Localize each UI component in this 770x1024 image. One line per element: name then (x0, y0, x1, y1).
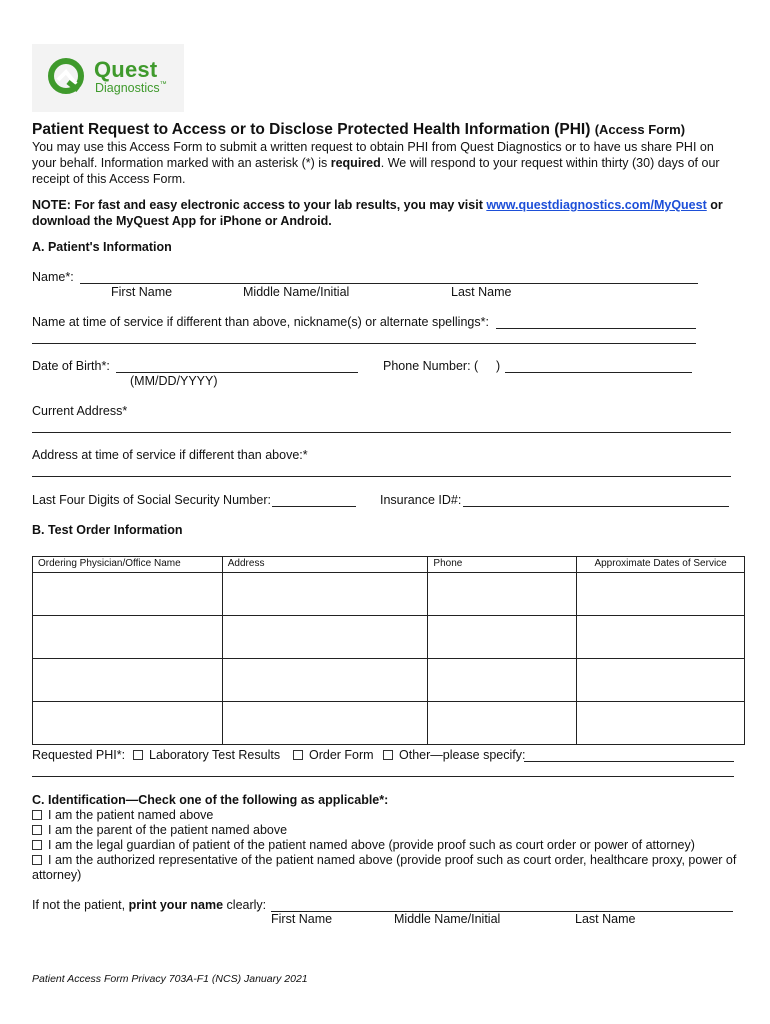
other-specify-field[interactable] (524, 761, 734, 762)
id-option-parent[interactable]: I am the parent of the patient named above (32, 823, 287, 837)
print-middle-label: Middle Name/Initial (394, 912, 501, 926)
checkbox-icon[interactable] (32, 840, 42, 850)
table-row (33, 659, 745, 702)
table-cell[interactable] (33, 659, 223, 702)
checkbox-icon[interactable] (32, 855, 42, 865)
other-specify-field-line2[interactable] (32, 776, 734, 777)
dob-format-label: (MM/DD/YYYY) (130, 374, 218, 388)
dob-field[interactable] (116, 372, 358, 373)
dob-label: Date of Birth*: (32, 359, 110, 373)
col-dates-header: Approximate Dates of Service (577, 557, 745, 573)
phone-field[interactable] (505, 372, 692, 373)
logo-subtitle: Diagnostics™ (95, 81, 167, 95)
quest-logo (32, 44, 184, 112)
phone-label: Phone Number: ( (383, 359, 479, 373)
name-first-label: First Name (111, 285, 173, 299)
print-name-field[interactable] (271, 911, 733, 912)
checkbox-icon[interactable] (32, 825, 42, 835)
alt-name-field-line2[interactable] (32, 343, 696, 344)
section-a-heading: A. Patient's Information (32, 240, 172, 254)
table-header-row (33, 557, 745, 573)
alt-name-label: Name at time of service if different than above, nickname(s) or alternate spellings*: (32, 315, 489, 329)
table-cell[interactable] (222, 616, 428, 659)
phone-paren: ) (496, 359, 501, 373)
table-cell[interactable] (577, 659, 745, 702)
form-footer: Patient Access Form Privacy 703A-F1 (NCS) January 2021 (32, 973, 308, 985)
alt-address-field[interactable] (32, 476, 731, 477)
note-paragraph: NOTE: For fast and easy electronic access to your lab results, you may visit www.questdiagnostics.com/MyQuest or download the MyQuest App for iPhone or Android. (32, 198, 723, 228)
checkbox-icon[interactable] (133, 750, 143, 760)
name-field[interactable] (80, 283, 698, 284)
requested-phi-label: Requested PHI*: (32, 748, 126, 762)
name-label: Name*: (32, 270, 74, 284)
section-b-heading: B. Test Order Information (32, 523, 183, 537)
id-option-guardian[interactable]: I am the legal guardian of patient of the patient named above (provide proof such as court order or power of attorney) (32, 838, 695, 852)
table-cell[interactable] (33, 702, 223, 745)
table-cell[interactable] (428, 573, 577, 616)
address-label: Current Address* (32, 404, 128, 418)
col-physician-header: Ordering Physician/Office Name (33, 557, 223, 573)
insurance-field[interactable] (463, 506, 729, 507)
print-last-label: Last Name (575, 912, 636, 926)
table-cell[interactable] (577, 702, 745, 745)
logo-wordmark: Quest (94, 57, 158, 82)
address-field[interactable] (32, 432, 731, 433)
section-c-heading: C. Identification—Check one of the following as applicable*: (32, 793, 389, 807)
table-row (33, 573, 745, 616)
col-phone-header: Phone (428, 557, 577, 573)
alt-address-label: Address at time of service if different than above:* (32, 448, 308, 462)
myquest-link[interactable]: www.questdiagnostics.com/MyQuest (486, 198, 707, 212)
id-option-representative[interactable]: I am the authorized representative of the patient named above (provide proof such as court order, healthcare proxy, power of attorney) (32, 853, 737, 882)
option-other[interactable]: Other—please specify: (383, 748, 525, 762)
name-last-label: Last Name (451, 285, 512, 299)
table-cell[interactable] (33, 616, 223, 659)
insurance-label: Insurance ID#: (380, 493, 462, 507)
option-order-form[interactable]: Order Form (293, 748, 374, 762)
page-title: Patient Request to Access or to Disclose Protected Health Information (PHI) (Access Form) (32, 121, 686, 138)
id-option-patient[interactable]: I am the patient named above (32, 808, 213, 822)
quest-logo-mark-icon (48, 58, 84, 94)
table-row (33, 616, 745, 659)
table-cell[interactable] (222, 702, 428, 745)
table-cell[interactable] (222, 659, 428, 702)
table-cell[interactable] (222, 573, 428, 616)
col-address-header: Address (222, 557, 428, 573)
checkbox-icon[interactable] (383, 750, 393, 760)
test-order-table (32, 556, 745, 745)
ssn-label: Last Four Digits of Social Security Number: (32, 493, 271, 507)
table-cell[interactable] (428, 616, 577, 659)
intro-paragraph: You may use this Access Form to submit a written request to obtain PHI from Quest Diagnostics or to have us share PHI on your behalf. Information marked with an asterisk (*) is required. We will respond to your request within thirty (30) days of our receipt of this Access Form. (32, 140, 720, 186)
option-lab-results[interactable]: Laboratory Test Results (133, 748, 280, 762)
ssn-field[interactable] (272, 506, 356, 507)
table-cell[interactable] (577, 616, 745, 659)
alt-name-field[interactable] (496, 328, 696, 329)
print-first-label: First Name (271, 912, 333, 926)
checkbox-icon[interactable] (32, 810, 42, 820)
table-cell[interactable] (577, 573, 745, 616)
table-row (33, 702, 745, 745)
print-name-label: If not the patient, print your name clearly: (32, 898, 267, 912)
table-cell[interactable] (428, 702, 577, 745)
table-cell[interactable] (428, 659, 577, 702)
name-middle-label: Middle Name/Initial (243, 285, 350, 299)
table-cell[interactable] (33, 573, 223, 616)
checkbox-icon[interactable] (293, 750, 303, 760)
